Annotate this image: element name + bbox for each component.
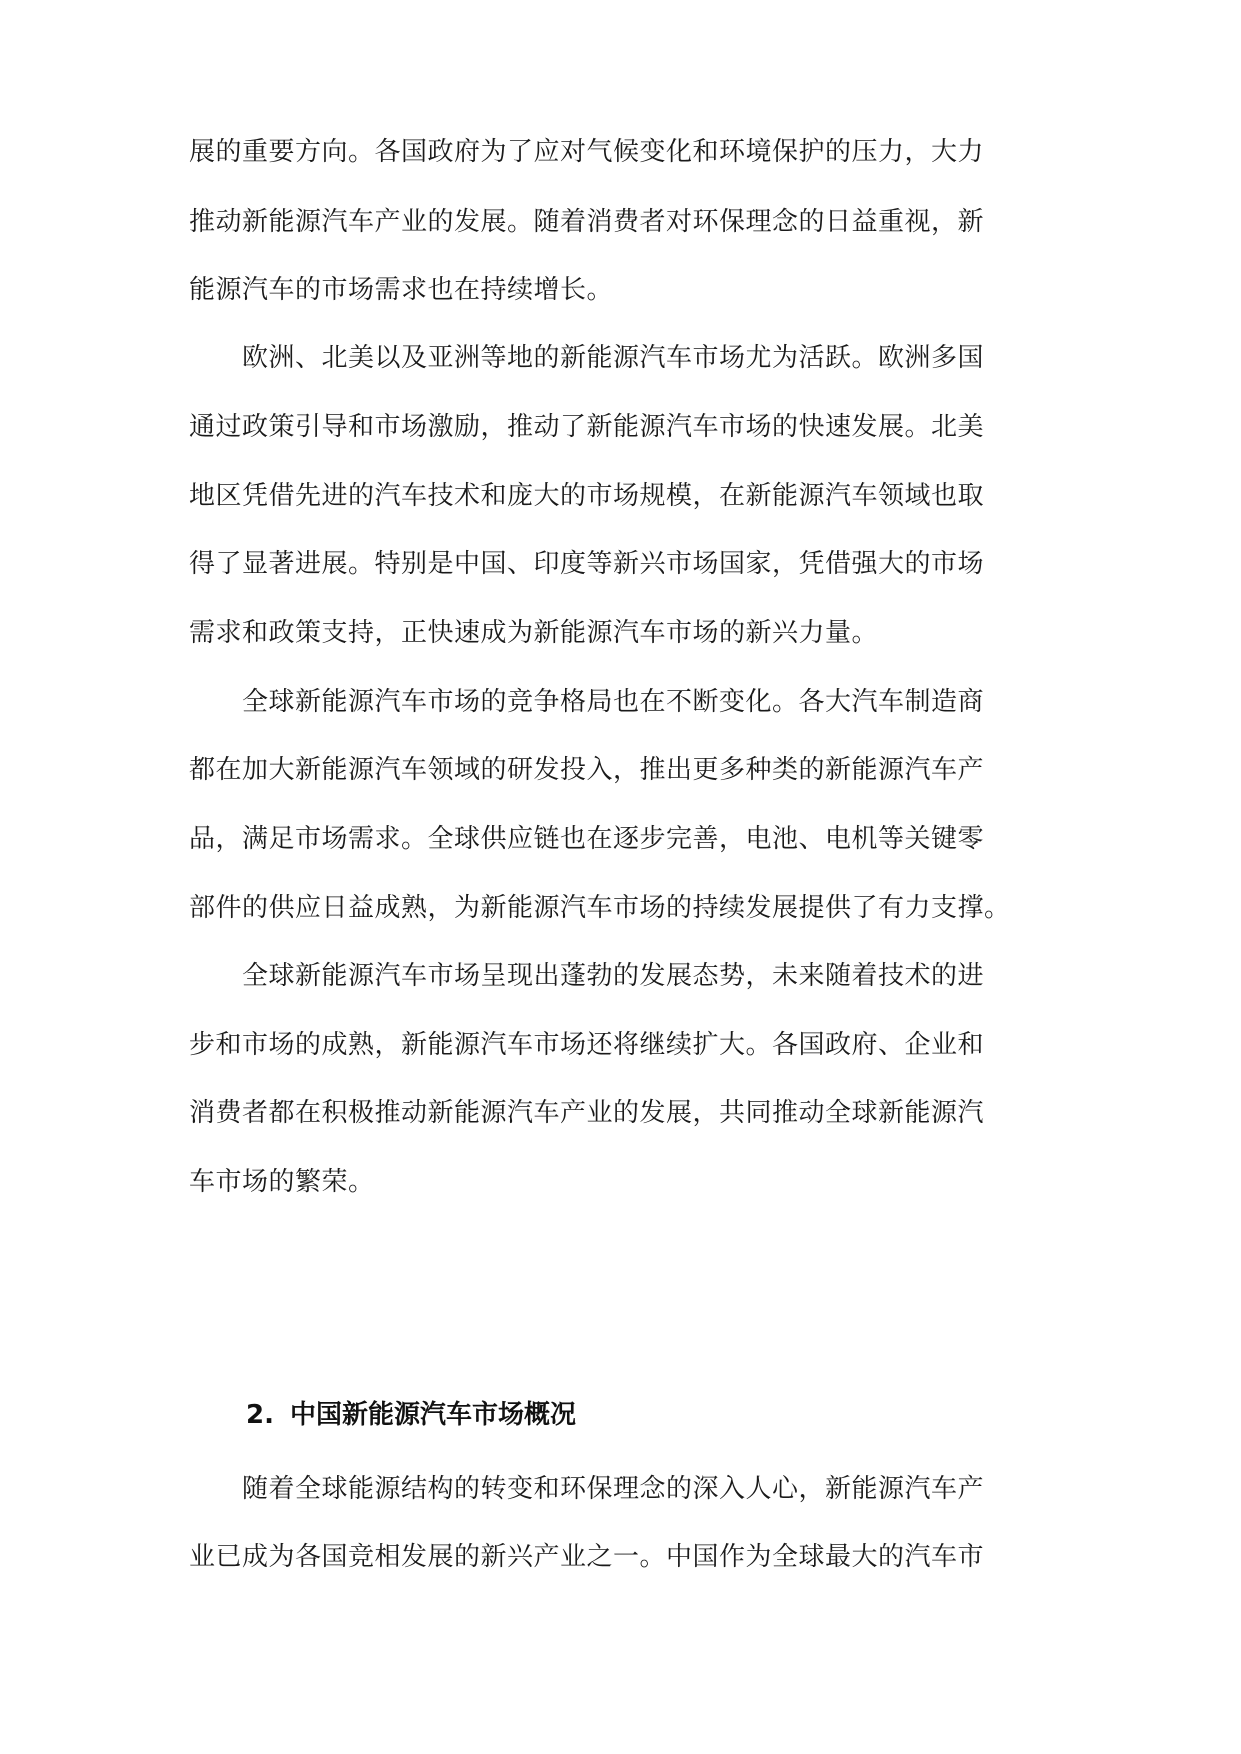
paragraph-line: 都在加大新能源汽车领域的研发投入，推出更多种类的新能源汽车产 [189,755,985,785]
paragraph-line: 全球新能源汽车市场呈现出蓬勃的发展态势，未来随着技术的进 [189,961,985,991]
section-title: 中国新能源汽车市场概况 [290,1400,577,1430]
section-heading [246,1397,576,1433]
paragraph-line: 消费者都在积极推动新能源汽车产业的发展，共同推动全球新能源汽 [189,1098,985,1128]
paragraph-line: 车市场的繁荣。 [189,1167,375,1197]
paragraph-line: 通过政策引导和市场激励，推动了新能源汽车市场的快速发展。北美 [189,412,985,442]
paragraph-line: 品，满足市场需求。全球供应链也在逐步完善，电池、电机等关键零 [189,824,985,854]
paragraph-line: 部件的供应日益成熟，为新能源汽车市场的持续发展提供了有力支撑。 [189,893,1011,923]
paragraph-line: 得了显著进展。特别是中国、印度等新兴市场国家，凭借强大的市场 [189,549,985,579]
paragraph-line: 随着全球能源结构的转变和环保理念的深入人心，新能源汽车产 [189,1474,985,1504]
paragraph-line: 推动新能源汽车产业的发展。随着消费者对环保理念的日益重视，新 [189,207,985,237]
paragraph-line: 欧洲、北美以及亚洲等地的新能源汽车市场尤为活跃。欧洲多国 [189,343,985,373]
paragraph-line: 全球新能源汽车市场的竞争格局也在不断变化。各大汽车制造商 [189,687,985,717]
paragraph-line: 展的重要方向。各国政府为了应对气候变化和环境保护的压力，大力 [189,137,985,167]
paragraph-line: 业已成为各国竞相发展的新兴产业之一。中国作为全球最大的汽车市 [189,1542,985,1572]
paragraph-line: 需求和政策支持，正快速成为新能源汽车市场的新兴力量。 [189,618,879,648]
paragraph-line: 能源汽车的市场需求也在持续增长。 [189,275,614,305]
section-number: 2. [246,1400,274,1430]
paragraph-line: 地区凭借先进的汽车技术和庞大的市场规模，在新能源汽车领域也取 [189,481,985,511]
paragraph-line: 步和市场的成熟，新能源汽车市场还将继续扩大。各国政府、企业和 [189,1030,985,1060]
